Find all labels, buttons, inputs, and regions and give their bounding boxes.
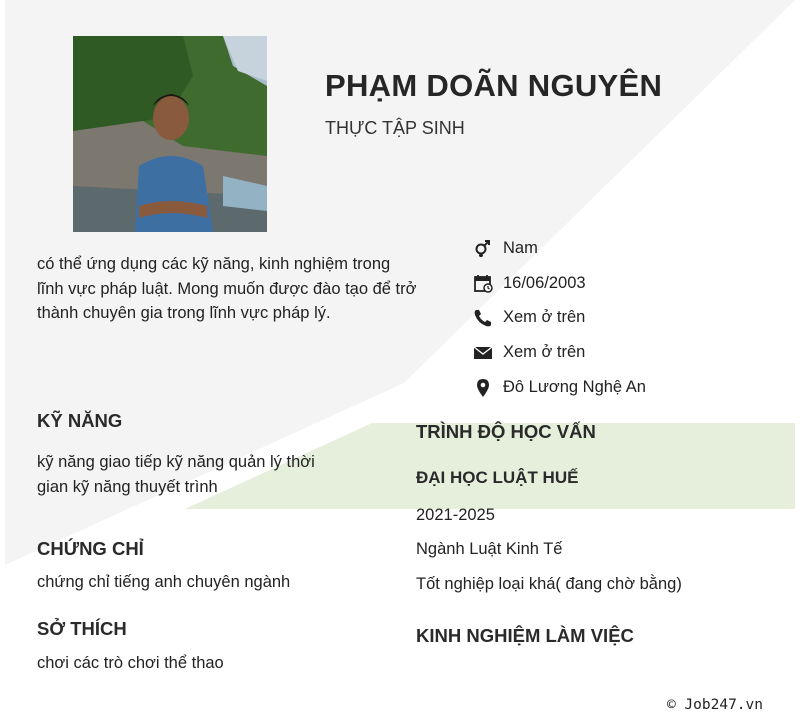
skills-text: kỹ năng giao tiếp kỹ năng quản lý thời gian kỹ năng thuyết trình: [37, 453, 315, 496]
info-email: [472, 335, 646, 370]
education-major: Ngành Luật Kinh Tế: [416, 540, 563, 558]
email-icon: [472, 342, 494, 364]
personal-info: [472, 231, 646, 405]
phone-icon: [472, 307, 494, 329]
calendar-icon: [472, 272, 494, 294]
email-value: Xem ở trên: [503, 343, 586, 362]
candidate-name: PHẠM DOÃN NGUYÊN: [325, 68, 663, 103]
education-result: Tốt nghiệp loại khá( đang chờ bằng): [416, 575, 682, 593]
gender-icon: [472, 237, 494, 259]
footer-copyright: © Job247.vn: [666, 697, 763, 713]
info-phone: [472, 301, 646, 336]
profile-photo: [73, 36, 267, 232]
candidate-role: THỰC TẬP SINH: [325, 118, 465, 138]
education-school: ĐẠI HỌC LUẬT HUẾ: [416, 468, 579, 487]
info-birthdate: [472, 266, 646, 301]
certificates-text: chứng chỉ tiếng anh chuyên ngành: [37, 573, 291, 591]
hobbies-text: chơi các trò chơi thể thao: [37, 654, 224, 672]
address-value: Đô Lương Nghệ An: [503, 378, 646, 397]
experience-title: KINH NGHIỆM LÀM VIỆC: [416, 625, 634, 646]
info-gender: [472, 231, 646, 266]
birthdate-value: 16/06/2003: [503, 273, 586, 292]
education-title: TRÌNH ĐỘ HỌC VẤN: [416, 421, 596, 442]
skills-title: KỸ NĂNG: [37, 410, 123, 431]
certificates-title: CHỨNG CHỈ: [37, 538, 144, 559]
career-objective: có thể ứng dụng các kỹ năng, kinh nghiệm trong lĩnh vực pháp luật. Mong muốn được đào tạo để trở thành chuyên gia trong lĩnh vực pháp lý.: [37, 255, 417, 322]
location-pin-icon: [472, 377, 494, 399]
info-address: [472, 370, 646, 405]
hobbies-title: SỞ THÍCH: [37, 618, 127, 639]
education-years: 2021-2025: [416, 506, 495, 524]
phone-value: Xem ở trên: [503, 308, 586, 327]
gender-value: Nam: [503, 238, 538, 257]
